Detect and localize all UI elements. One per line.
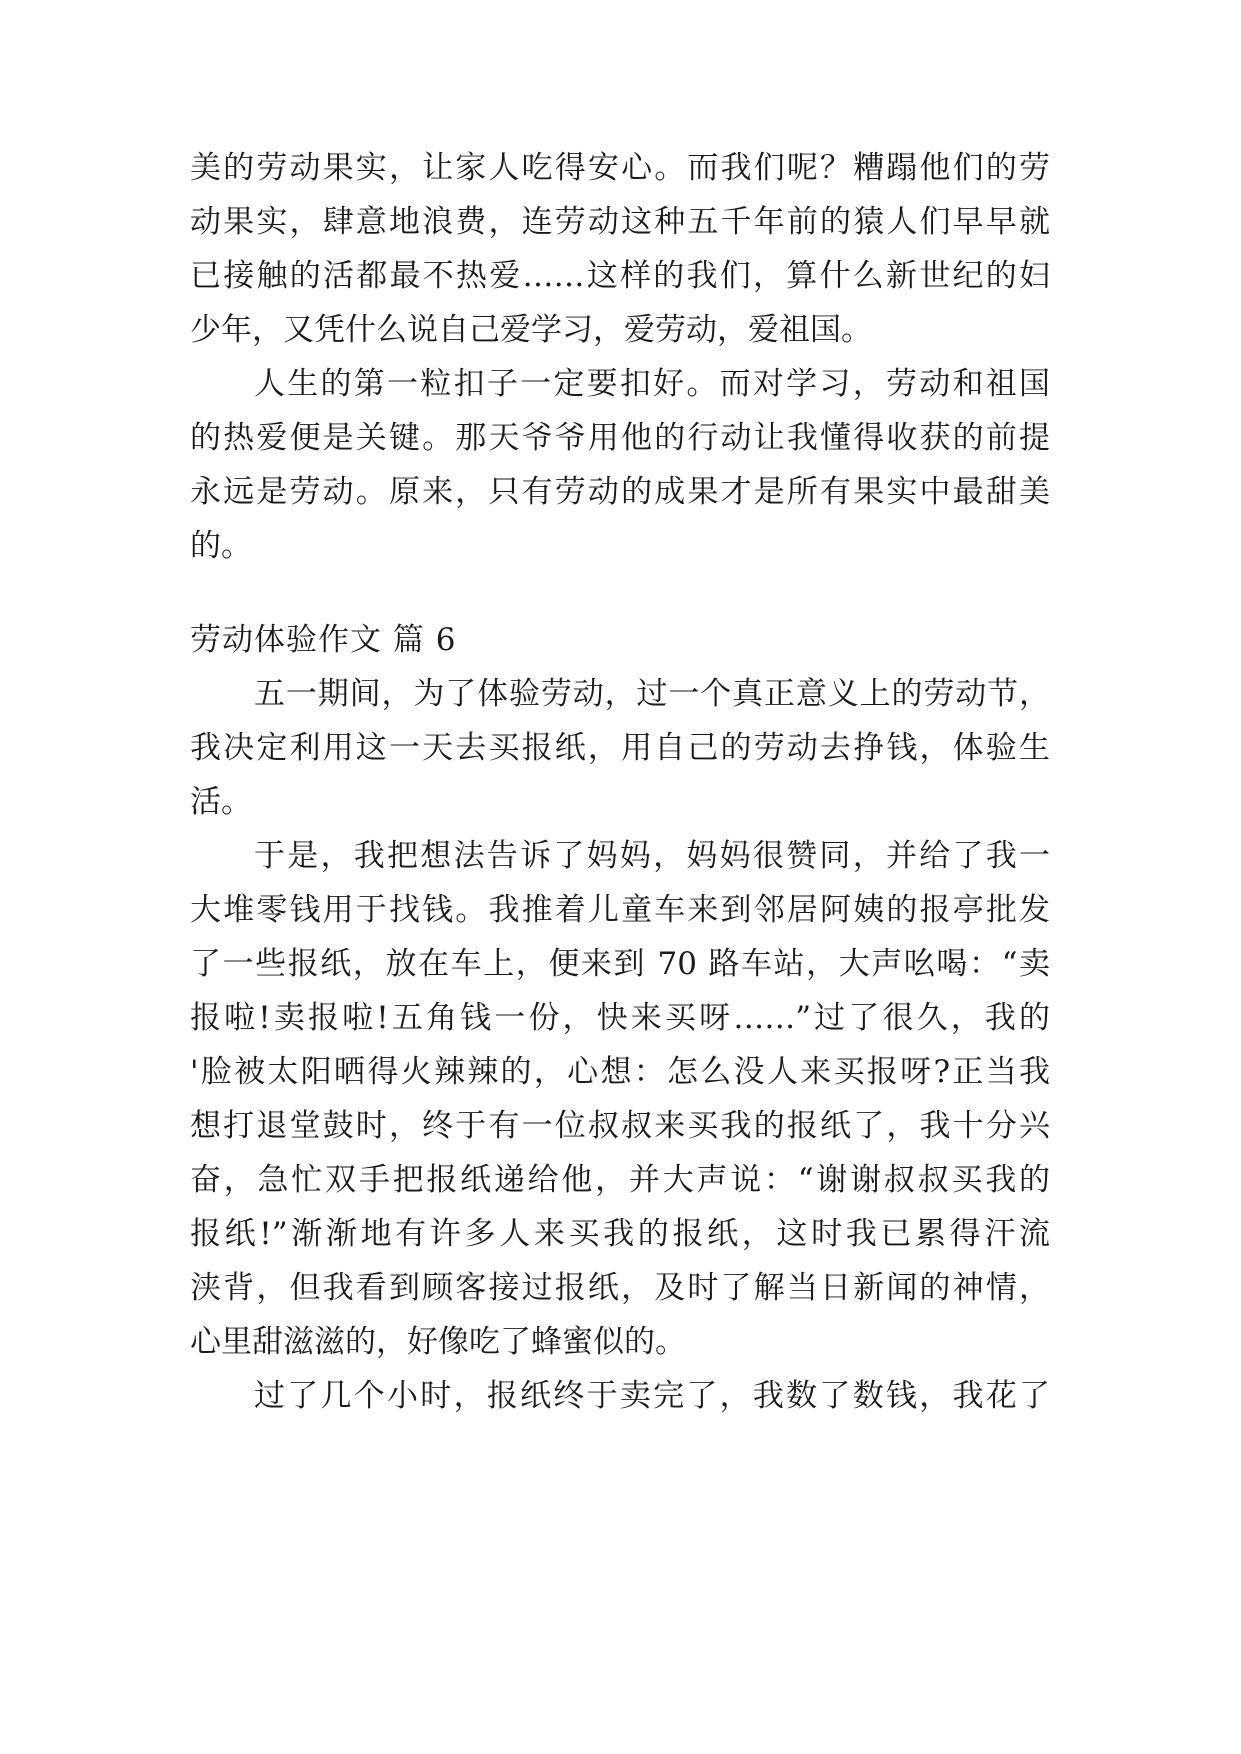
text-line: 我决定利用这一天去买报纸，用自己的劳动去挣钱，体验生 — [190, 730, 1050, 766]
text-line: '脸被太阳晒得火辣辣的，心想：怎么没人来买报呀?正当我 — [190, 1054, 1050, 1090]
text-line: 心里甜滋滋的，好像吃了蜂蜜似的。 — [190, 1324, 686, 1360]
text-line: 永远是劳动。原来，只有劳动的成果才是所有果实中最甜美 — [190, 474, 1050, 510]
text-line: 浃背，但我看到顾客接过报纸，及时了解当日新闻的神情， — [190, 1270, 1050, 1306]
text-line: 活。 — [190, 784, 252, 820]
text-line: 五一期间，为了体验劳动，过一个真正意义上的劳动节， — [254, 676, 1050, 712]
text-line: 报啦!卖报啦!五角钱一份，快来买呀……”过了很久，我的 — [190, 1000, 1050, 1036]
text-line: 大堆零钱用于找钱。我推着儿童车来到邻居阿姨的报亭批发 — [190, 892, 1050, 928]
text-line: 已接触的活都最不热爱……这样的我们，算什么新世纪的妇 — [190, 258, 1050, 294]
text-line: 的。 — [190, 528, 252, 564]
text-line: 奋，急忙双手把报纸递给他，并大声说：“谢谢叔叔买我的 — [190, 1162, 1050, 1198]
text-line: 的热爱便是关键。那天爷爷用他的行动让我懂得收获的前提 — [190, 420, 1050, 456]
text-line: 少年，又凭什么说自己爱学习，爱劳动，爱祖国。 — [190, 312, 872, 348]
text-line: 了一些报纸，放在车上，便来到 70 路车站，大声吆喝：“卖 — [190, 946, 1050, 982]
text-line: 于是，我把想法告诉了妈妈，妈妈很赞同，并给了我一 — [254, 838, 1050, 874]
text-line: 想打退堂鼓时，终于有一位叔叔来买我的报纸了，我十分兴 — [190, 1108, 1050, 1144]
text-line: 动果实，肆意地浪费，连劳动这种五千年前的猿人们早早就 — [190, 204, 1050, 240]
text-line: 报纸!”渐渐地有许多人来买我的报纸，这时我已累得汗流 — [190, 1216, 1050, 1252]
text-line: 人生的第一粒扣子一定要扣好。而对学习，劳动和祖国 — [254, 366, 1050, 402]
section-heading: 劳动体验作文 篇 6 — [190, 622, 457, 658]
document-page — [190, 0, 1050, 1754]
text-line: 美的劳动果实，让家人吃得安心。而我们呢？糟蹋他们的劳 — [190, 150, 1050, 186]
text-line: 过了几个小时，报纸终于卖完了，我数了数钱，我花了 — [254, 1378, 1050, 1414]
